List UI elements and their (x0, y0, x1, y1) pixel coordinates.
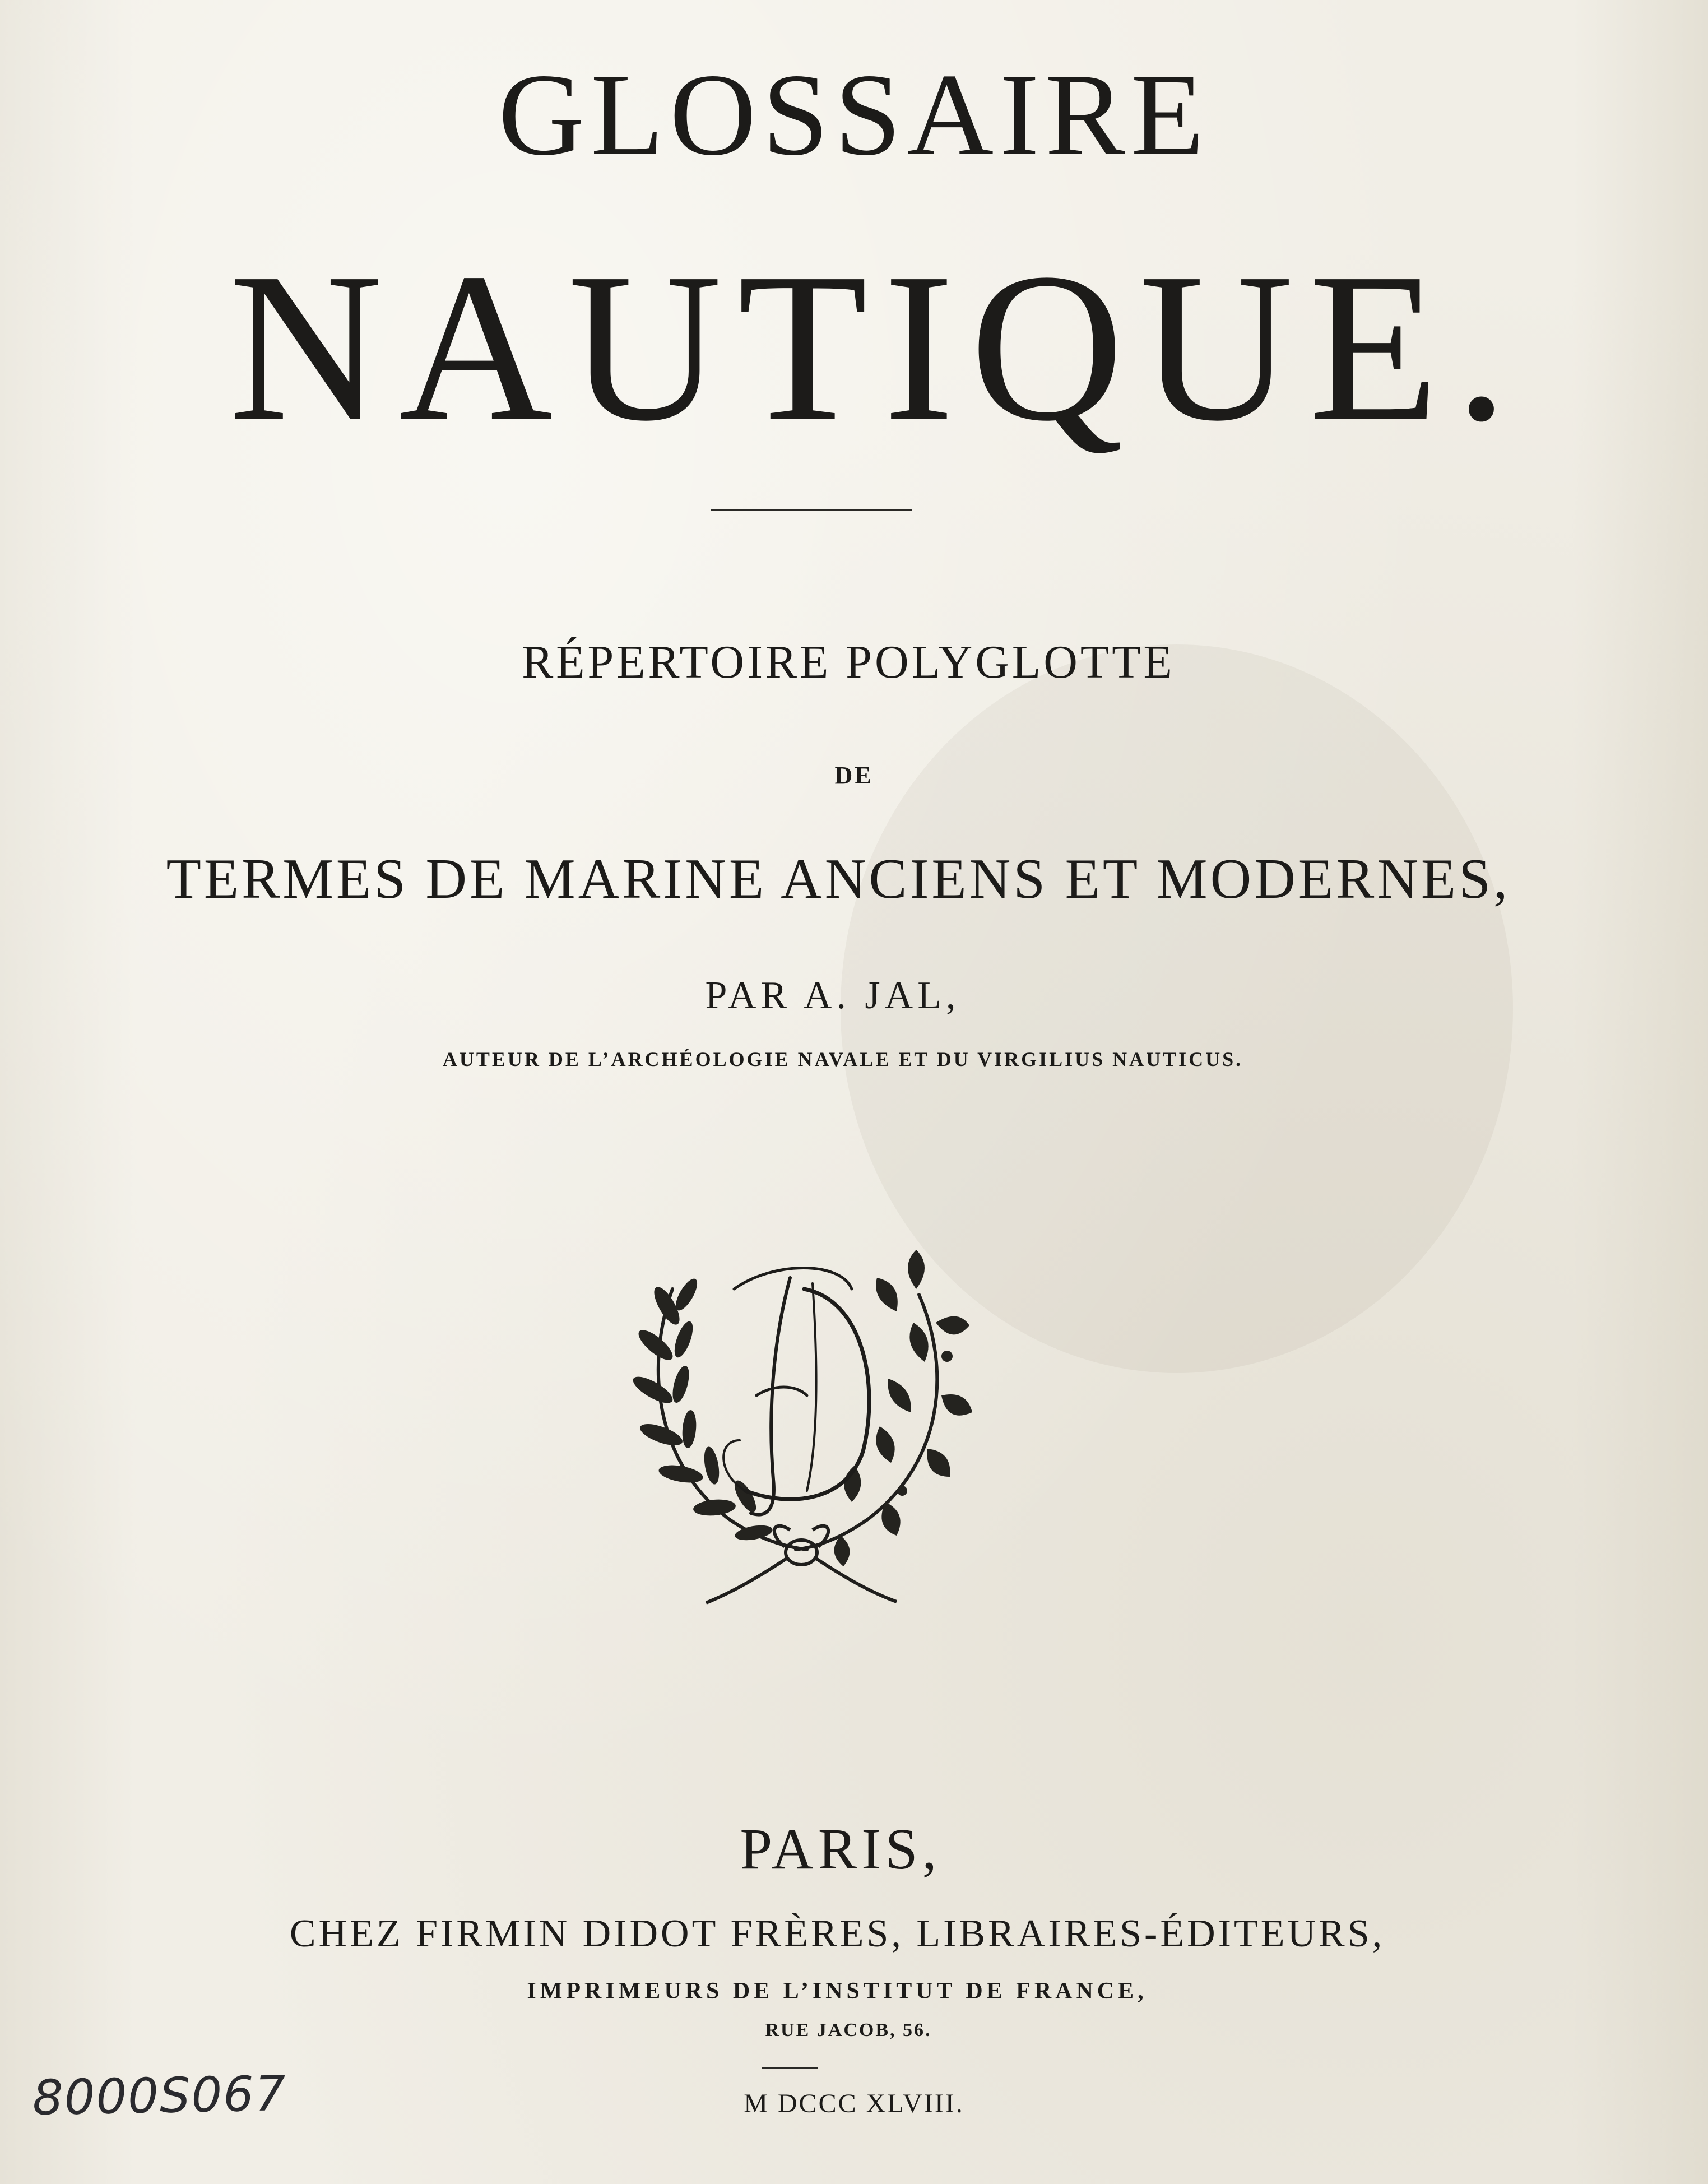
address-line: RUE JACOB, 56. (765, 2020, 932, 2041)
title-line-1: GLOSSAIRE (498, 50, 1210, 180)
library-shelfmark: 8000S067 (32, 2066, 287, 2126)
author-line: PAR A. JAL, (705, 974, 960, 1017)
publication-year: M DCCC XLVIII. (744, 2089, 964, 2118)
imprint-divider (762, 2067, 818, 2069)
author-credentials: AUTEUR DE L’ARCHÉOLOGIE NAVALE ET DU VIRGILIUS NAUTICUS. (442, 1048, 1243, 1070)
publisher-emblem-wreath (605, 1227, 986, 1620)
publication-city: PARIS, (740, 1817, 941, 1881)
subtitle: RÉPERTOIRE POLYGLOTTE (522, 636, 1175, 688)
printer-line: IMPRIMEURS DE L’INSTITUT DE FRANCE, (527, 1978, 1148, 2004)
subtitle-conjunction: DE (834, 762, 874, 789)
publisher-line: CHEZ FIRMIN DIDOT FRÈRES, LIBRAIRES-ÉDITEURS, (289, 1912, 1385, 1955)
subject-line: TERMES DE MARINE ANCIENS ET MODERNES, (166, 847, 1511, 911)
title-divider (711, 509, 912, 511)
title-line-2: NAUTIQUE. (229, 229, 1524, 465)
